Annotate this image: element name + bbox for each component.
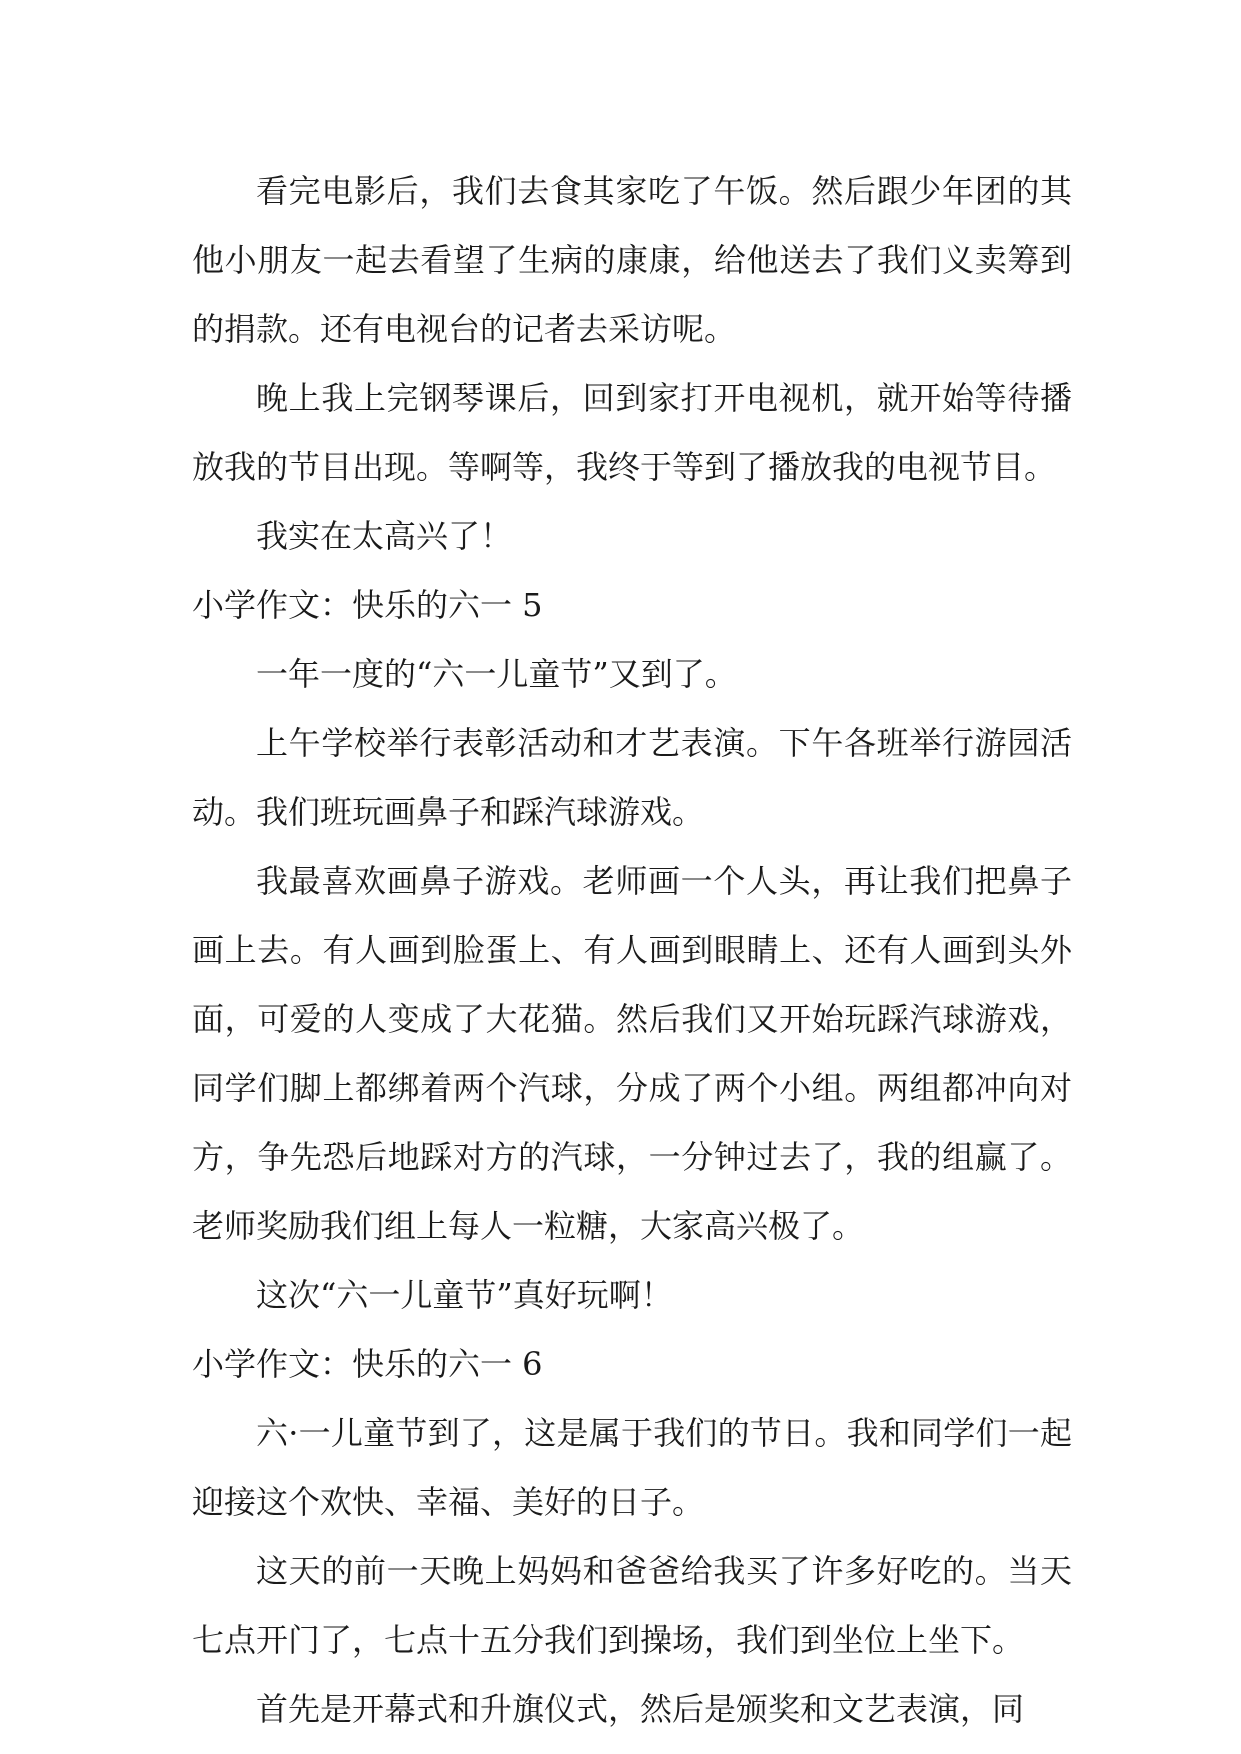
paragraph: 晚上我上完钢琴课后，回到家打开电视机，就开始等待播放我的节目出现。等啊等，我终于等到了播放我的电视节目。 [192,379,1072,486]
paragraph: 我实在太高兴了！ [256,517,513,555]
paragraph: 六·一儿童节到了，这是属于我们的节日。我和同学们一起迎接这个欢快、幸福、美好的日子。 [192,1414,1072,1521]
paragraph: 我最喜欢画鼻子游戏。老师画一个人头，再让我们把鼻子画上去。有人画到脸蛋上、有人画到眼睛上、还有人画到头外面，可爱的人变成了大花猫。然后我们又开始玩踩汽球游戏，同学们脚上都绑着两个汽球，分成了两个小组。两组都冲向对方，争先恐后地踩对方的汽球，一分钟过去了，我的组赢了。老师奖励我们组上每人一粒糖，大家高兴极了。 [192,862,1072,1245]
paragraph: 这次“六一儿童节”真好玩啊！ [256,1276,673,1314]
paragraph: 上午学校举行表彰活动和才艺表演。下午各班举行游园活动。我们班玩画鼻子和踩汽球游戏。 [192,724,1072,831]
section-heading: 小学作文：快乐的六一 5 [192,586,543,624]
paragraph: 首先是开幕式和升旗仪式，然后是颁奖和文艺表演，同 [256,1690,1025,1728]
section-heading: 小学作文：快乐的六一 6 [192,1345,543,1383]
paragraph: 看完电影后，我们去食其家吃了午饭。然后跟少年团的其他小朋友一起去看望了生病的康康，给他送去了我们义卖筹到的捐款。还有电视台的记者去采访呢。 [192,172,1072,348]
paragraph: 这天的前一天晚上妈妈和爸爸给我买了许多好吃的。当天七点开门了，七点十五分我们到操场，我们到坐位上坐下。 [192,1552,1072,1659]
paragraph: 一年一度的“六一儿童节”又到了。 [256,655,737,693]
document-body [192,157,1072,1744]
